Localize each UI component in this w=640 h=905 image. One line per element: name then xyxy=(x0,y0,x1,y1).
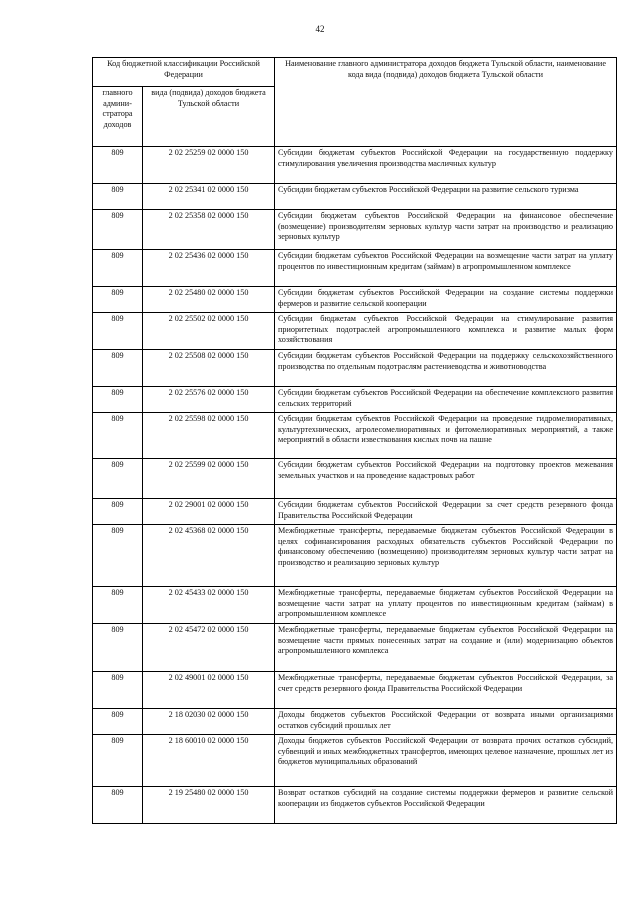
table-row xyxy=(93,499,617,525)
table-row xyxy=(93,787,617,824)
admin-code-cell: 809 xyxy=(93,250,143,287)
income-name-cell: Субсидии бюджетам субъектов Российской Федерации на возмещение части затрат на уплату процентов по инвестиционным кредитам (займам) в агропромышленном комплексе xyxy=(275,250,617,287)
budget-classification-table xyxy=(92,57,617,824)
table-row xyxy=(93,350,617,387)
income-code-cell: 2 02 25576 02 0000 150 xyxy=(143,387,275,413)
admin-code-cell: 809 xyxy=(93,147,143,184)
table-row xyxy=(93,413,617,459)
income-column-header: вида (подвида) доходов бюджета Тульской области xyxy=(143,87,275,147)
income-name-cell: Межбюджетные трансферты, передаваемые бюджетам субъектов Российской Федерации на возмещение части прямых понесенных затрат на создание и (или) модернизацию объектов агропромышленного комплекса xyxy=(275,624,617,672)
admin-code-cell: 809 xyxy=(93,210,143,250)
admin-code-cell: 809 xyxy=(93,459,143,499)
table-row xyxy=(93,250,617,287)
admin-code-cell: 809 xyxy=(93,313,143,350)
admin-code-cell: 809 xyxy=(93,587,143,624)
admin-code-cell: 809 xyxy=(93,624,143,672)
income-name-cell: Межбюджетные трансферты, передаваемые бюджетам субъектов Российской Федерации, за счет средств резервного фонда Правительства Российской Федерации xyxy=(275,672,617,709)
income-code-cell: 2 02 25480 02 0000 150 xyxy=(143,287,275,313)
income-name-cell: Субсидии бюджетам субъектов Российской Федерации на подготовку проектов межевания земельных участков и на проведение кадастровых работ xyxy=(275,459,617,499)
admin-code-cell: 809 xyxy=(93,499,143,525)
table-row xyxy=(93,672,617,709)
income-code-cell: 2 02 25341 02 0000 150 xyxy=(143,184,275,210)
income-code-cell: 2 02 25436 02 0000 150 xyxy=(143,250,275,287)
table-row xyxy=(93,624,617,672)
income-name-cell: Субсидии бюджетам субъектов Российской Федерации на обеспечение комплексного развития сельских территорий xyxy=(275,387,617,413)
income-code-cell: 2 19 25480 02 0000 150 xyxy=(143,787,275,824)
income-code-cell: 2 02 45433 02 0000 150 xyxy=(143,587,275,624)
admin-code-cell: 809 xyxy=(93,413,143,459)
income-code-cell: 2 18 60010 02 0000 150 xyxy=(143,735,275,787)
income-name-cell: Субсидии бюджетам субъектов Российской Федерации на поддержку сельскохозяйственного производства по отдельным подотраслям растениеводства и животноводства xyxy=(275,350,617,387)
admin-code-cell: 809 xyxy=(93,709,143,735)
income-code-cell: 2 02 25259 02 0000 150 xyxy=(143,147,275,184)
income-name-cell: Межбюджетные трансферты, передаваемые бюджетам субъектов Российской Федерации в целях софинансирования расходных обязательств субъектов Российской Федерации по финансовому обеспечению (возмещению) производителям зерновых культур части затрат на производство и реализацию зерновых культур xyxy=(275,525,617,587)
table-row xyxy=(93,287,617,313)
income-code-cell: 2 02 25599 02 0000 150 xyxy=(143,459,275,499)
table-row xyxy=(93,525,617,587)
table-row xyxy=(93,735,617,787)
table-row xyxy=(93,147,617,184)
table-row xyxy=(93,459,617,499)
admin-code-cell: 809 xyxy=(93,387,143,413)
income-name-cell: Межбюджетные трансферты, передаваемые бюджетам субъектов Российской Федерации на возмещение части затрат на уплату процентов по инвестиционным кредитам (займам) в агропромышленном комплексе xyxy=(275,587,617,624)
income-name-cell: Субсидии бюджетам субъектов Российской Федерации на государственную поддержку стимулирования увеличения производства масличных культур xyxy=(275,147,617,184)
income-name-cell: Субсидии бюджетам субъектов Российской Федерации на стимулирование развития приоритетных подотраслей агропромышленного комплекса и развитие малых форм хозяйствования xyxy=(275,313,617,350)
income-code-cell: 2 02 49001 02 0000 150 xyxy=(143,672,275,709)
admin-code-cell: 809 xyxy=(93,350,143,387)
table-row xyxy=(93,709,617,735)
income-code-cell: 2 02 25358 02 0000 150 xyxy=(143,210,275,250)
kbk-group-header: Код бюджетной классификации Российской Федерации xyxy=(93,58,275,87)
page-number: 42 xyxy=(315,24,325,34)
income-code-cell: 2 02 25598 02 0000 150 xyxy=(143,413,275,459)
income-name-cell: Доходы бюджетов субъектов Российской Федерации от возврата иными организациями остатков субсидий прошлых лет xyxy=(275,709,617,735)
income-name-cell: Возврат остатков субсидий на создание системы поддержки фермеров и развитие сельской кооперации из бюджетов субъектов Российской Федерации xyxy=(275,787,617,824)
table-row xyxy=(93,387,617,413)
admin-code-cell: 809 xyxy=(93,735,143,787)
income-code-cell: 2 02 25508 02 0000 150 xyxy=(143,350,275,387)
admin-column-header: главного админи-стратора доходов xyxy=(93,87,143,147)
table-row xyxy=(93,184,617,210)
income-code-cell: 2 18 02030 02 0000 150 xyxy=(143,709,275,735)
income-name-cell: Субсидии бюджетам субъектов Российской Федерации на проведение гидромелиоративных, культуртехнических, агролесомелиоративных и фитомелиоративных мероприятий, а также мероприятий в области известкования кислых почв на пашне xyxy=(275,413,617,459)
table-row xyxy=(93,313,617,350)
admin-code-cell: 809 xyxy=(93,672,143,709)
table-body xyxy=(93,147,617,824)
income-name-cell: Субсидии бюджетам субъектов Российской Федерации на создание системы поддержки фермеров и развитие сельской кооперации xyxy=(275,287,617,313)
admin-code-cell: 809 xyxy=(93,525,143,587)
income-code-cell: 2 02 25502 02 0000 150 xyxy=(143,313,275,350)
admin-code-cell: 809 xyxy=(93,287,143,313)
admin-code-cell: 809 xyxy=(93,787,143,824)
table-row xyxy=(93,210,617,250)
income-name-cell: Доходы бюджетов субъектов Российской Федерации от возврата прочих остатков субсидий, субвенций и иных межбюджетных трансфертов, имеющих целевое назначение, прошлых лет из бюджетов муниципальных образований xyxy=(275,735,617,787)
income-name-cell: Субсидии бюджетам субъектов Российской Федерации на финансовое обеспечение (возмещение) производителям зерновых культур части затрат на производство и реализацию зерновых культур xyxy=(275,210,617,250)
admin-code-cell: 809 xyxy=(93,184,143,210)
table-row xyxy=(93,587,617,624)
income-name-cell: Субсидии бюджетам субъектов Российской Федерации за счет средств резервного фонда Правительства Российской Федерации xyxy=(275,499,617,525)
income-code-cell: 2 02 45368 02 0000 150 xyxy=(143,525,275,587)
name-column-header: Наименование главного администратора доходов бюджета Тульской области, наименование кода вида (подвида) доходов бюджета Тульской области xyxy=(275,58,617,147)
income-name-cell: Субсидии бюджетам субъектов Российской Федерации на развитие сельского туризма xyxy=(275,184,617,210)
income-code-cell: 2 02 45472 02 0000 150 xyxy=(143,624,275,672)
income-code-cell: 2 02 29001 02 0000 150 xyxy=(143,499,275,525)
